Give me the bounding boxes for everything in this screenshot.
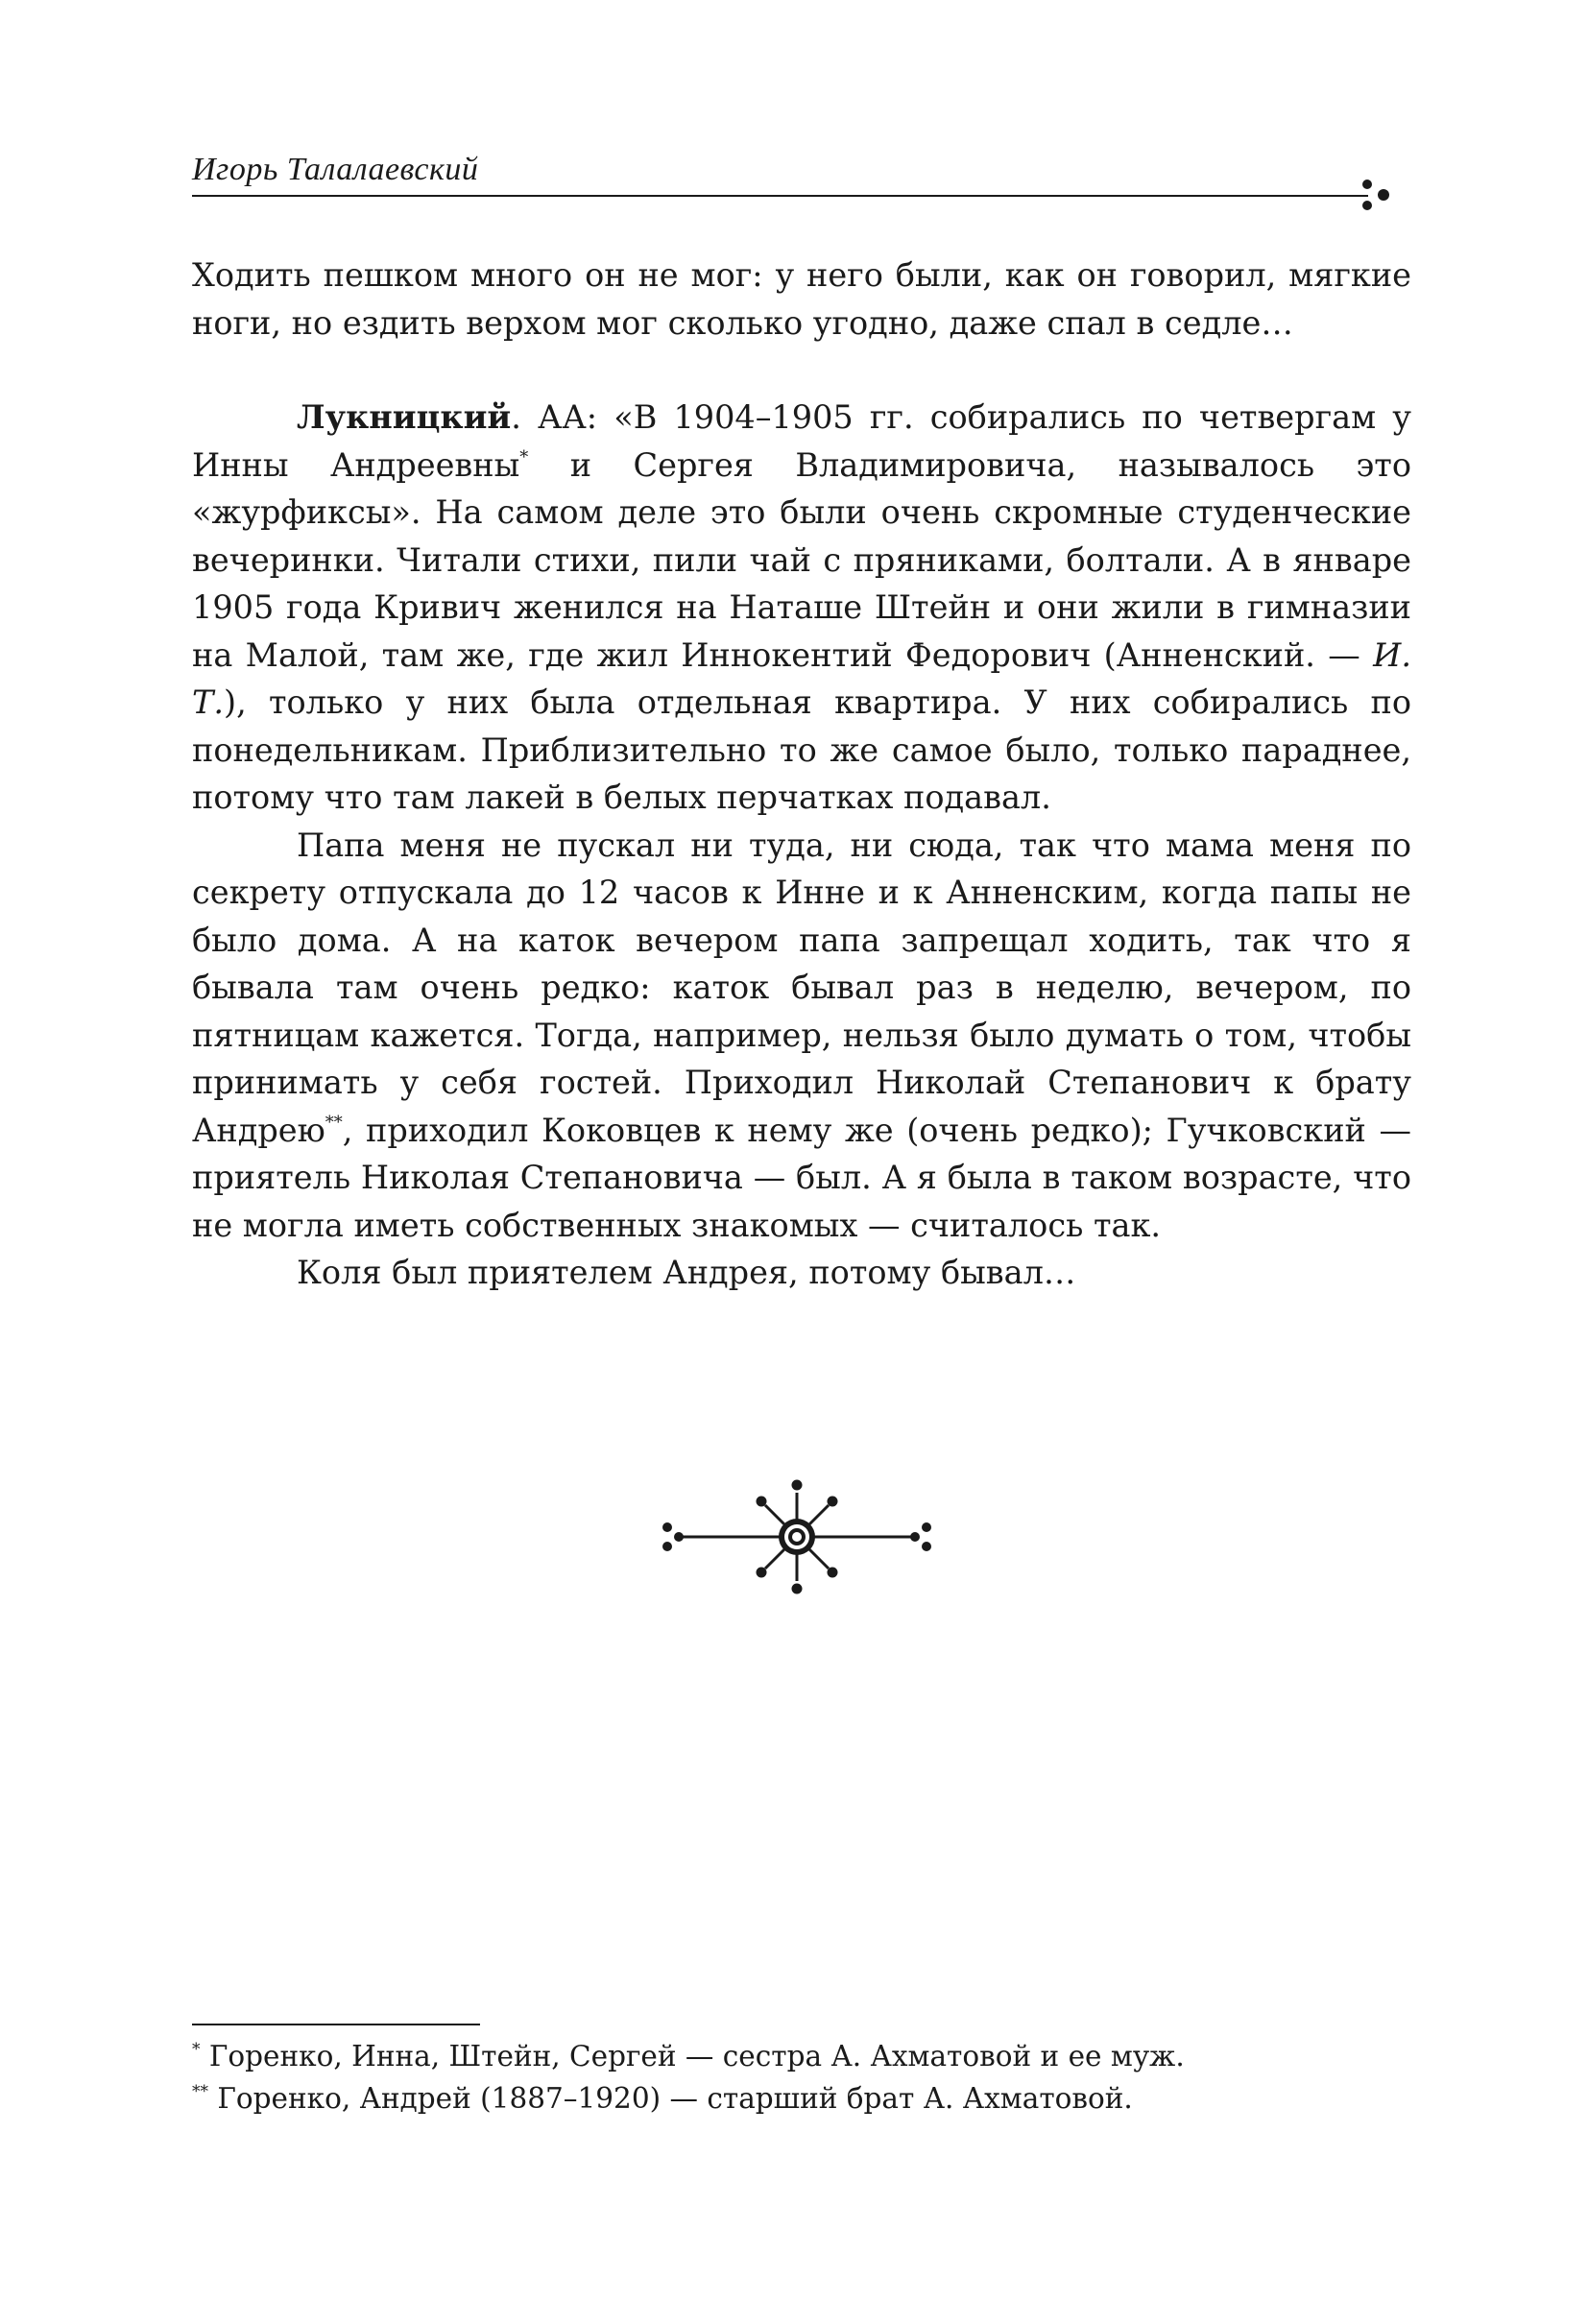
editor-initials: И. Т. — [192, 635, 1411, 721]
footnote-2 — [192, 2077, 1411, 2120]
main-text — [192, 252, 1411, 1297]
header-rule — [192, 195, 1368, 197]
footnote-1-mark: * — [192, 2040, 201, 2059]
paragraph-1: Ходить пешком много он не мог: у него были, как он говорил, мягкие ноги, но ездить верхом мог сколько угодно, даже спал в седле… — [192, 256, 1411, 342]
header-ornament-icon — [1359, 176, 1398, 214]
section-divider-ornament-icon — [658, 1473, 936, 1598]
paragraph-2-text-b: и Сергея Владимировича, называлось это «журфиксы». На самом деле это были очень скромные студенческие вечеринки. Читали стихи, пили чай с пряниками, болтали. А в январе 1905 года Кривич женился на Наташе Штейн и они жили в гимназии на Малой, там же, где жил Иннокентий Федорович (Анненский. — — [192, 445, 1412, 674]
paragraph-4: Коля был приятелем Андрея, потому бывал… — [297, 1254, 1076, 1291]
footnote-2-mark: ** — [192, 2082, 208, 2101]
paragraph-3 — [192, 822, 1411, 1250]
footnote-2-text: Горенко, Андрей (1887–1920) — старший брат А. Ахматовой. — [208, 2082, 1133, 2115]
footnotes — [192, 2035, 1411, 2120]
footnote-1-text: Горенко, Инна, Штейн, Сергей — сестра А. Ахматовой и ее муж. — [200, 2040, 1185, 2072]
paragraph-3-text-a: Папа меня не пускал ни туда, ни сюда, так что мама меня по секрету отпускала до 12 часов к Инне и к Анненским, когда папы не было дома. А на каток вечером папа запрещал ходить, так что я бывала там очень редко: каток бывал раз в неделю, вечером, по пятницам кажется. Тогда, например, нельзя было думать о том, чтобы принимать у себя гостей. Приходил Николай Степанович к брату Андрею — [192, 826, 1411, 1149]
running-title: Игорь Талалаевский — [192, 152, 479, 187]
paragraph-2-text-a: . АА: «В 1904–1905 гг. собирались по четвергам у Инны Андреевны — [192, 398, 1411, 484]
footnote-marker-2: ** — [325, 1112, 343, 1133]
paragraph-2 — [192, 394, 1411, 822]
paragraph-3-text-b: , приходил Коковцев к нему же (очень редко); Гучковский — приятель Николая Степановича — был. А я была в таком возрасте, что не могла иметь собственных знакомых — считалось так. — [192, 1111, 1411, 1244]
footnote-marker-1: * — [519, 446, 529, 467]
footnote-rule — [192, 2024, 480, 2025]
footnote-1 — [192, 2035, 1411, 2077]
speaker-name: Лукницкий — [297, 398, 512, 436]
paragraph-2-text-c: ), только у них была отдельная квартира. У них собирались по понедельникам. Приблизительно то же самое было, только параднее, потому что там лакей в белых перчатках подавал. — [192, 683, 1411, 816]
